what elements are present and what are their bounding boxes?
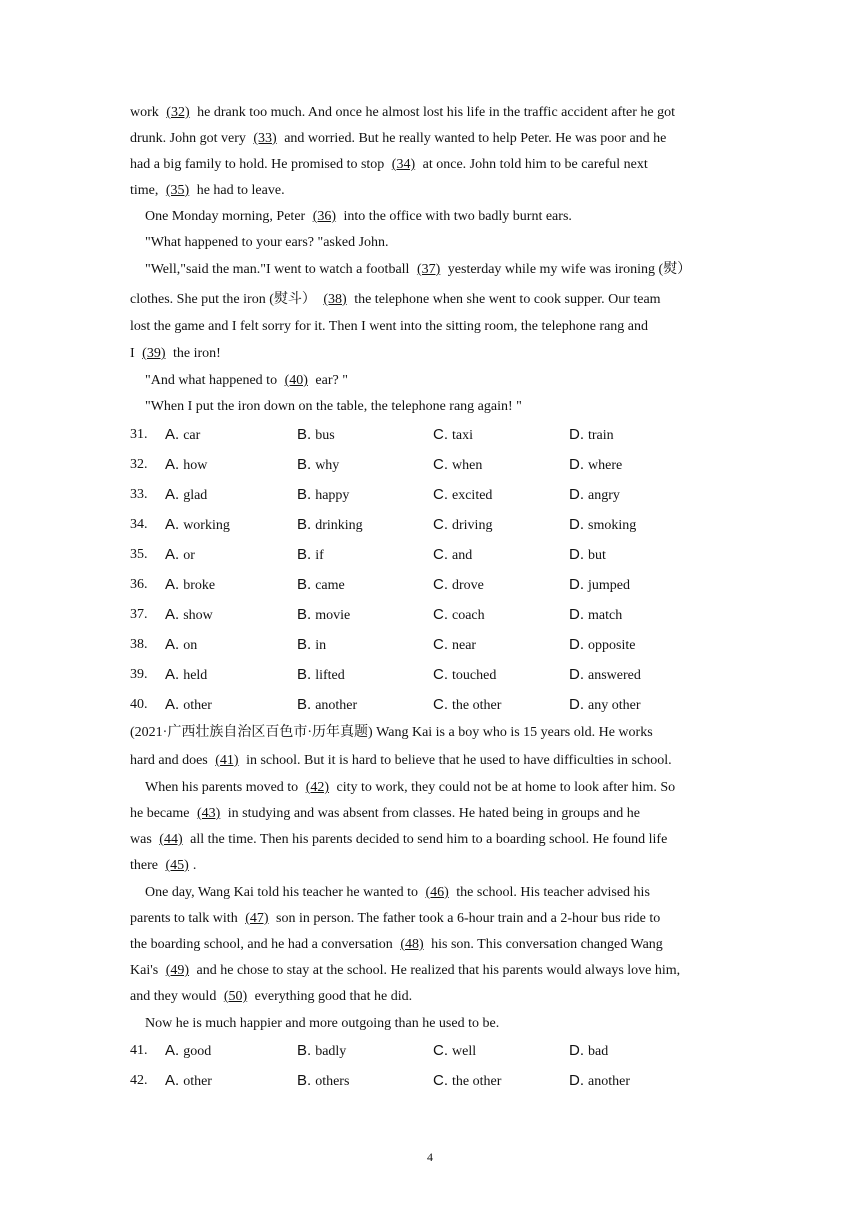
passage1-line-5 bbox=[145, 204, 765, 230]
option-letter: D. bbox=[569, 1072, 584, 1089]
option-text: drove bbox=[452, 578, 484, 593]
option-text: and bbox=[452, 548, 473, 563]
text: When his parents moved to bbox=[145, 780, 302, 795]
passage1-line-8 bbox=[130, 287, 750, 313]
option-text: well bbox=[452, 1044, 477, 1059]
option-letter: B. bbox=[297, 696, 312, 713]
option-a bbox=[165, 573, 215, 598]
question-number: 33. bbox=[130, 487, 148, 502]
option-a bbox=[165, 1069, 212, 1094]
passage1-line-4 bbox=[130, 178, 750, 204]
page-number: 4 bbox=[427, 1150, 433, 1164]
text: "What happened to your ears? "asked John. bbox=[145, 235, 389, 250]
text: the school. His teacher advised his bbox=[452, 885, 650, 900]
text: in studying and was absent from classes. He hated being in groups and he bbox=[224, 806, 640, 821]
option-letter: A. bbox=[165, 576, 180, 593]
option-text: when bbox=[452, 458, 483, 473]
option-text: excited bbox=[452, 488, 493, 503]
passage1-line-11 bbox=[145, 368, 765, 394]
option-c bbox=[433, 693, 501, 718]
option-a bbox=[165, 483, 207, 508]
option-letter: C. bbox=[433, 576, 448, 593]
blank-35: (35) bbox=[165, 183, 190, 198]
option-d bbox=[569, 423, 614, 448]
blank-46: (46) bbox=[425, 885, 449, 900]
option-letter: C. bbox=[433, 546, 448, 563]
option-d bbox=[569, 573, 630, 598]
question-number: 42. bbox=[130, 1073, 148, 1088]
question-number: 40. bbox=[130, 697, 148, 712]
question-number: 32. bbox=[130, 457, 148, 472]
option-text: other bbox=[183, 698, 212, 713]
option-letter: C. bbox=[433, 456, 448, 473]
question-number: 39. bbox=[130, 667, 148, 682]
text: everything good that he did. bbox=[251, 989, 413, 1004]
option-d bbox=[569, 663, 641, 688]
option-letter: D. bbox=[569, 666, 584, 683]
option-text: glad bbox=[183, 488, 208, 503]
text: son in person. The father took a 6-hour train and a 2-hour bus ride to bbox=[272, 911, 661, 926]
option-d bbox=[569, 693, 640, 718]
option-letter: A. bbox=[165, 426, 180, 443]
passage1-line-1 bbox=[130, 100, 750, 126]
text: "When I put the iron down on the table, the telephone rang again! " bbox=[145, 399, 522, 414]
option-text: answered bbox=[588, 668, 641, 683]
option-c bbox=[433, 1069, 501, 1094]
option-a bbox=[165, 453, 207, 478]
option-d bbox=[569, 633, 635, 658]
passage2-line-5 bbox=[130, 827, 750, 853]
option-text: another bbox=[315, 698, 358, 713]
option-letter: B. bbox=[297, 606, 312, 623]
option-text: if bbox=[315, 548, 324, 563]
blank-43: (43) bbox=[196, 806, 221, 821]
text: and he chose to stay at the school. He realized that his parents would always love him, bbox=[193, 963, 681, 978]
question-number: 38. bbox=[130, 637, 148, 652]
text: was bbox=[130, 832, 156, 847]
option-letter: A. bbox=[165, 666, 180, 683]
question-row bbox=[130, 663, 750, 687]
blank-44: (44) bbox=[159, 832, 183, 847]
option-letter: D. bbox=[569, 606, 584, 623]
blank-32: (32) bbox=[166, 105, 190, 120]
option-b bbox=[297, 483, 349, 508]
option-b bbox=[297, 573, 345, 598]
blank-33: (33) bbox=[253, 131, 277, 146]
option-letter: A. bbox=[165, 606, 180, 623]
option-text: jumped bbox=[588, 578, 630, 593]
option-text: angry bbox=[588, 488, 620, 503]
passage2-line-7 bbox=[145, 880, 765, 906]
text: into the office with two badly burnt ears. bbox=[340, 209, 572, 224]
option-text: any other bbox=[588, 698, 641, 713]
blank-34: (34) bbox=[391, 157, 416, 172]
option-text: but bbox=[588, 548, 606, 563]
option-text: badly bbox=[315, 1044, 347, 1059]
passage1-line-7 bbox=[145, 257, 765, 283]
option-letter: A. bbox=[165, 546, 180, 563]
option-a bbox=[165, 693, 212, 718]
option-a bbox=[165, 1039, 211, 1064]
option-b bbox=[297, 603, 350, 628]
text: and they would bbox=[130, 989, 220, 1004]
option-text: coach bbox=[452, 608, 485, 623]
option-letter: D. bbox=[569, 516, 584, 533]
option-letter: A. bbox=[165, 456, 180, 473]
option-text: others bbox=[315, 1074, 350, 1089]
option-letter: D. bbox=[569, 576, 584, 593]
option-text: on bbox=[183, 638, 198, 653]
option-letter: B. bbox=[297, 576, 312, 593]
blank-37: (37) bbox=[416, 262, 441, 277]
option-letter: C. bbox=[433, 1072, 448, 1089]
text: in school. But it is hard to believe that he used to have difficulties in school. bbox=[242, 753, 672, 768]
option-text: bus bbox=[315, 428, 335, 443]
text: I bbox=[130, 346, 139, 361]
text: Now he is much happier and more outgoing than he used to be. bbox=[145, 1016, 500, 1031]
passage2-line-6 bbox=[130, 853, 750, 879]
text: city to work, they could not be at home to look after him. So bbox=[333, 780, 676, 795]
option-a bbox=[165, 423, 200, 448]
question-row bbox=[130, 483, 750, 507]
option-text: how bbox=[183, 458, 208, 473]
question-row bbox=[130, 1039, 750, 1063]
text: he had to leave. bbox=[193, 183, 285, 198]
option-b bbox=[297, 1039, 346, 1064]
option-text: bad bbox=[588, 1044, 609, 1059]
option-letter: B. bbox=[297, 486, 312, 503]
option-letter: D. bbox=[569, 486, 584, 503]
text: hard and does bbox=[130, 753, 212, 768]
option-text: near bbox=[452, 638, 477, 653]
option-text: lifted bbox=[315, 668, 345, 683]
question-number: 35. bbox=[130, 547, 148, 562]
text: time, bbox=[130, 183, 162, 198]
option-text: car bbox=[183, 428, 201, 443]
option-letter: D. bbox=[569, 546, 584, 563]
option-c bbox=[433, 603, 485, 628]
option-c bbox=[433, 633, 476, 658]
option-text: drinking bbox=[315, 518, 363, 533]
question-row bbox=[130, 573, 750, 597]
option-b bbox=[297, 543, 324, 568]
option-letter: D. bbox=[569, 696, 584, 713]
option-text: working bbox=[183, 518, 230, 533]
option-b bbox=[297, 633, 326, 658]
text: the iron! bbox=[169, 346, 221, 361]
option-letter: A. bbox=[165, 696, 180, 713]
option-text: taxi bbox=[452, 428, 473, 443]
option-d bbox=[569, 1069, 630, 1094]
option-letter: A. bbox=[165, 516, 180, 533]
text: work bbox=[130, 105, 163, 120]
text: yesterday while my wife was ironing (熨） bbox=[444, 262, 692, 277]
option-a bbox=[165, 603, 213, 628]
option-letter: A. bbox=[165, 636, 180, 653]
option-letter: B. bbox=[297, 516, 312, 533]
option-text: opposite bbox=[588, 638, 636, 653]
option-text: happy bbox=[315, 488, 350, 503]
option-d bbox=[569, 1039, 608, 1064]
option-b bbox=[297, 423, 335, 448]
question-number: 36. bbox=[130, 577, 148, 592]
passage2-line-9 bbox=[130, 932, 750, 958]
option-text: show bbox=[183, 608, 213, 623]
option-c bbox=[433, 573, 484, 598]
option-text: match bbox=[588, 608, 623, 623]
option-letter: B. bbox=[297, 546, 312, 563]
text: the boarding school, and he had a conversation bbox=[130, 937, 397, 952]
option-letter: B. bbox=[297, 636, 312, 653]
option-text: broke bbox=[183, 578, 216, 593]
passage1-line-6 bbox=[145, 230, 765, 256]
text: all the time. Then his parents decided to send him to a boarding school. He found life bbox=[186, 832, 668, 847]
text: "And what happened to bbox=[145, 373, 281, 388]
option-letter: A. bbox=[165, 1072, 180, 1089]
question-row bbox=[130, 1069, 750, 1093]
option-d bbox=[569, 453, 622, 478]
option-letter: D. bbox=[569, 456, 584, 473]
text: had a big family to hold. He promised to stop bbox=[130, 157, 388, 172]
text: "Well,"said the man."I went to watch a football bbox=[145, 262, 413, 277]
option-text: train bbox=[588, 428, 614, 443]
blank-50: (50) bbox=[223, 989, 248, 1004]
option-text: good bbox=[183, 1044, 212, 1059]
blank-49: (49) bbox=[165, 963, 190, 978]
option-c bbox=[433, 423, 473, 448]
text: parents to talk with bbox=[130, 911, 242, 926]
question-row bbox=[130, 423, 750, 447]
text: One day, Wang Kai told his teacher he wanted to bbox=[145, 885, 422, 900]
passage1-line-3 bbox=[130, 152, 750, 178]
passage2-line-8 bbox=[130, 906, 750, 932]
text: at once. John told him to be careful next bbox=[419, 157, 648, 172]
option-c bbox=[433, 1039, 476, 1064]
option-b bbox=[297, 693, 357, 718]
passage1-line-12 bbox=[145, 394, 765, 420]
text: drunk. John got very bbox=[130, 131, 250, 146]
option-text: movie bbox=[315, 608, 351, 623]
option-letter: B. bbox=[297, 666, 312, 683]
option-c bbox=[433, 513, 492, 538]
passage2-line-3 bbox=[145, 775, 765, 801]
question-number: 41. bbox=[130, 1043, 148, 1058]
question-row bbox=[130, 633, 750, 657]
blank-42: (42) bbox=[305, 780, 330, 795]
question-number: 37. bbox=[130, 607, 148, 622]
text: there bbox=[130, 858, 162, 873]
blank-39: (39) bbox=[142, 346, 166, 361]
option-text: touched bbox=[452, 668, 497, 683]
option-text: held bbox=[183, 668, 208, 683]
option-c bbox=[433, 483, 492, 508]
text: clothes. She put the iron (熨斗） bbox=[130, 292, 320, 307]
option-letter: C. bbox=[433, 606, 448, 623]
passage1-line-10 bbox=[130, 341, 750, 367]
option-text: where bbox=[588, 458, 623, 473]
option-letter: A. bbox=[165, 1042, 180, 1059]
option-letter: B. bbox=[297, 1072, 312, 1089]
passage2-line-10 bbox=[130, 958, 750, 984]
blank-48: (48) bbox=[400, 937, 424, 952]
question-number: 34. bbox=[130, 517, 148, 532]
text: the telephone when she went to cook supper. Our team bbox=[350, 292, 661, 307]
option-letter: C. bbox=[433, 426, 448, 443]
option-text: other bbox=[183, 1074, 212, 1089]
option-letter: B. bbox=[297, 426, 312, 443]
option-text: the other bbox=[452, 1074, 502, 1089]
option-letter: B. bbox=[297, 1042, 312, 1059]
blank-36: (36) bbox=[312, 209, 337, 224]
option-letter: C. bbox=[433, 516, 448, 533]
option-d bbox=[569, 483, 620, 508]
question-number: 31. bbox=[130, 427, 148, 442]
option-text: the other bbox=[452, 698, 502, 713]
option-text: came bbox=[315, 578, 345, 593]
passage2-line-4 bbox=[130, 801, 750, 827]
option-text: or bbox=[183, 548, 195, 563]
option-c bbox=[433, 543, 472, 568]
option-letter: A. bbox=[165, 486, 180, 503]
option-text: smoking bbox=[588, 518, 637, 533]
text: his son. This conversation changed Wang bbox=[427, 937, 663, 952]
passage1-line-2 bbox=[130, 126, 750, 152]
text: lost the game and I felt sorry for it. Then I went into the sitting room, the telephone rang and bbox=[130, 319, 648, 334]
text: he became bbox=[130, 806, 193, 821]
option-b bbox=[297, 663, 345, 688]
option-d bbox=[569, 513, 636, 538]
text: ear? " bbox=[311, 373, 348, 388]
option-letter: D. bbox=[569, 636, 584, 653]
blank-41: (41) bbox=[215, 753, 239, 768]
text: . bbox=[192, 858, 197, 873]
option-letter: C. bbox=[433, 636, 448, 653]
passage2-line-12 bbox=[145, 1011, 765, 1037]
passage2-line-1 bbox=[130, 720, 750, 746]
option-letter: D. bbox=[569, 1042, 584, 1059]
option-a bbox=[165, 543, 195, 568]
option-c bbox=[433, 663, 496, 688]
option-a bbox=[165, 633, 197, 658]
option-text: driving bbox=[452, 518, 493, 533]
option-letter: C. bbox=[433, 696, 448, 713]
question-row bbox=[130, 603, 750, 627]
blank-40: (40) bbox=[284, 373, 308, 388]
text: he drank too much. And once he almost lost his life in the traffic accident after he got bbox=[193, 105, 676, 120]
text: Kai's bbox=[130, 963, 162, 978]
option-text: why bbox=[315, 458, 340, 473]
option-letter: C. bbox=[433, 486, 448, 503]
passage2-line-2 bbox=[130, 748, 750, 774]
blank-45: (45) bbox=[165, 858, 189, 873]
source-and-text: (2021·广西壮族自治区百色市·历年真题) Wang Kai is a boy who is 15 years old. He works bbox=[130, 725, 653, 740]
option-letter: C. bbox=[433, 666, 448, 683]
passage1-line-9 bbox=[130, 314, 750, 340]
option-letter: D. bbox=[569, 426, 584, 443]
option-letter: C. bbox=[433, 1042, 448, 1059]
option-text: another bbox=[588, 1074, 630, 1089]
text: and worried. But he really wanted to help Peter. He was poor and he bbox=[280, 131, 667, 146]
blank-38: (38) bbox=[323, 292, 347, 307]
text: One Monday morning, Peter bbox=[145, 209, 309, 224]
option-d bbox=[569, 543, 606, 568]
option-a bbox=[165, 663, 207, 688]
blank-47: (47) bbox=[245, 911, 269, 926]
option-b bbox=[297, 1069, 349, 1094]
option-text: in bbox=[315, 638, 327, 653]
option-b bbox=[297, 513, 363, 538]
passage2-line-11 bbox=[130, 984, 750, 1010]
question-row bbox=[130, 453, 750, 477]
option-b bbox=[297, 453, 339, 478]
question-row bbox=[130, 693, 750, 717]
option-letter: B. bbox=[297, 456, 312, 473]
option-a bbox=[165, 513, 230, 538]
option-c bbox=[433, 453, 482, 478]
question-row bbox=[130, 513, 750, 537]
question-row bbox=[130, 543, 750, 567]
option-d bbox=[569, 603, 622, 628]
